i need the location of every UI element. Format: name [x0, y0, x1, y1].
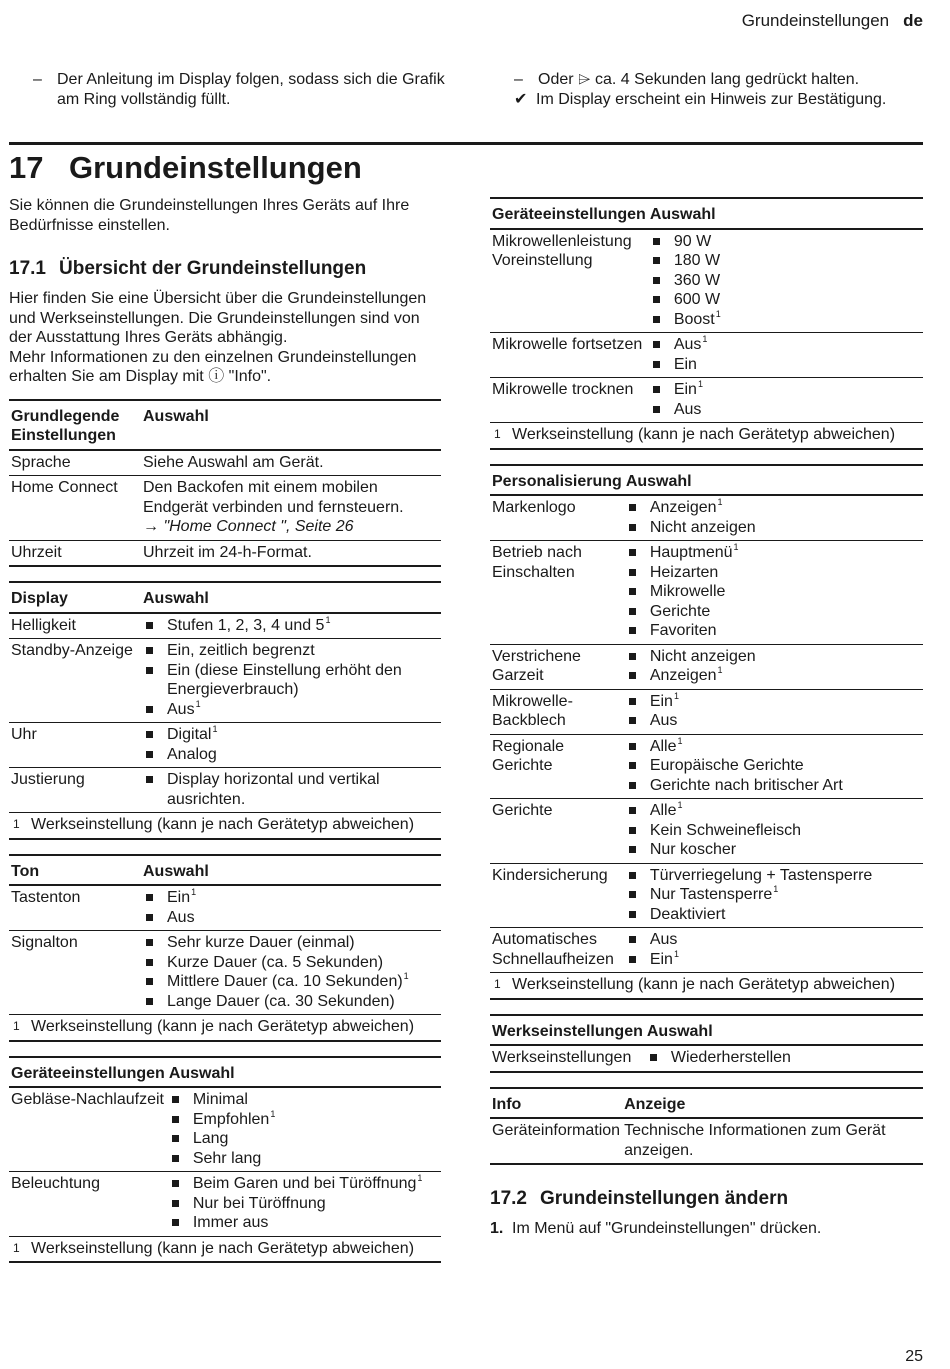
- table-geraeteeinstellungen-1: Geräteeinstellungen Auswahl Gebläse-Nachlaufzeit Minimal Empfohlen$^1$ Lang Sehr lang Beleuchtung Beim Garen und bei Türöffnung$^1$ Nur bei Türöffnung Immer aus 1 Werkseinstellung (kann je nach Gerätetyp abweichen): [9, 1056, 441, 1264]
- table-row: Tastenton Ein$^1$ Aus: [9, 885, 441, 931]
- chapter-intro: Sie können die Grundeinstellungen Ihres Geräts auf Ihre Bedürfnisse einstellen.: [9, 197, 410, 234]
- table-row: Werkseinstellungen Wiederherstellen: [490, 1045, 923, 1072]
- table-row: Mikrowelle-Backblech Ein$^1$ Aus: [490, 689, 923, 734]
- section-paragraph-info: Mehr Informationen zu den einzelnen Grundeinstellungen erhalten Sie am Display mit ⓘ "Info".: [9, 348, 417, 385]
- header-section: Grundeinstellungen: [741, 11, 890, 30]
- intro-left-text: Der Anleitung im Display folgen, sodass sich die Grafik am Ring vollständig füllt.: [57, 71, 445, 108]
- table-row: Gerichte Alle$^1$ Kein Schweinefleisch Nur koscher: [490, 799, 923, 864]
- footnote: 1 Werkseinstellung (kann je nach Gerätetyp abweichen): [13, 1018, 415, 1035]
- page-link[interactable]: → "Home Connect ", Seite 26: [143, 518, 354, 535]
- table-row: Uhr Digital$^1$ Analog: [9, 723, 441, 768]
- header-language: de: [903, 11, 923, 30]
- table-row: Helligkeit Stufen 1, 2, 3, 4 und $5^1$: [9, 613, 441, 639]
- table-row: Gebläse-Nachlaufzeit Minimal Empfohlen$^1$ Lang Sehr lang: [9, 1087, 441, 1172]
- table-info: Info Anzeige Geräteinformation Technische Informationen zum Gerät anzeigen.: [490, 1087, 923, 1166]
- table-row: Signalton Sehr kurze Dauer (einmal) Kurze Dauer (ca. 5 Sekunden) Mittlere Dauer (ca. 10 Sekunden)$^1$ Lange Dauer (ca. 30 Sekunden): [9, 931, 441, 1015]
- table-grundlegende-einstellungen: Grundlegende Einstellungen Auswahl Sprache Siehe Auswahl am Gerät. Home Connect Den Backofen mit einem mobilen Endgerät verbinden und fernsteuern. → "Home Connect ", Seite 26 Uhrzeit Uhrzeit im 24-h-Format.: [9, 399, 441, 568]
- table-row: Home Connect Den Backofen mit einem mobilen Endgerät verbinden und fernsteuern. → "Home Connect ", Seite 26: [9, 476, 441, 541]
- intro-right: [514, 70, 934, 109]
- section-paragraph: Hier finden Sie eine Übersicht über die Grundeinstellungen und Werkseinstellungen. Die Grundeinstellungen sind von der Ausstattung Ihres Geräts abhängig.: [9, 290, 427, 346]
- table-row: Beleuchtung Beim Garen und bei Türöffnung$^1$ Nur bei Türöffnung Immer aus: [9, 1172, 441, 1237]
- table-ton: Ton Auswahl Tastenton Ein$^1$ Aus Signalton Sehr kurze Dauer (einmal) Kurze Dauer (ca. 5 Sekunden) Mittlere Dauer (ca. 10 Sekunden)$^1$ Lange Dauer (ca. 30 Sekunden) 1 Werkseinstellung (kann je nach Gerätetyp abweichen): [9, 854, 441, 1042]
- dash-marker: –: [33, 71, 42, 88]
- section-heading-17-2: 17.2 Grundeinstellungen ändern: [490, 1188, 789, 1209]
- table-row: Markenlogo Anzeigen$^1$ Nicht anzeigen: [490, 495, 923, 541]
- table-row: Kindersicherung Türverriegelung + Tastensperre Nur Tastensperre$^1$ Deaktiviert: [490, 863, 923, 928]
- left-column: [9, 196, 441, 1263]
- intro-left: [33, 70, 453, 109]
- table-row: Standby-Anzeige Ein, zeitlich begrenzt Ein (diese Einstellung erhöht den Energieverbrauch) Aus$^1$: [9, 639, 441, 723]
- running-header: [742, 11, 923, 31]
- table-row: Justierung Display horizontal und vertikal ausrichten.: [9, 768, 441, 813]
- footnote: 1 Werkseinstellung (kann je nach Gerätetyp abweichen): [13, 816, 415, 833]
- footnote: 1 Werkseinstellung (kann je nach Gerätetyp abweichen): [13, 1239, 415, 1257]
- table-geraeteeinstellungen-2: Geräteeinstellungen Auswahl Mikrowellenleistung Voreinstellung 90 W 180 W 360 W 600 W Boost$^1$ Mikrowelle fortsetzen Aus$^1$ Ein Mikrowelle trocknen Ein$^1$ Aus 1 Werkseinstellung (kann je nach Gerätetyp abweichen): [490, 197, 923, 450]
- table-personalisierung: Personalisierung Auswahl Markenlogo Anzeigen$^1$ Nicht anzeigen Betrieb nach Einschalten Hauptmenü$^1$ Heizarten Mikrowelle Gerichte Favoriten Verstrichene Garzeit Nicht anzeigen Anzeigen$^1$ Mikrowelle-Backblech Ein$^1$ Aus Regionale Gerichte Alle$^1$ Europäische Gerichte Gerichte nach britischer Art Gerichte Alle$^1$ Kein Schweinefleisch Nur koscher Kindersicherung Türverriegelung + Tastensperre Nur Tastensperre$^1$ Deaktiviert Automatisches Schnellaufheizen Aus Ein$^1$ 1 Werkseinstellung (kann je nach Gerätetyp abweichen): [490, 464, 923, 1000]
- table-display: Display Auswahl Helligkeit Stufen 1, 2, 3, 4 und $5^1$ Standby-Anzeige Ein, zeitlich begrenzt Ein (diese Einstellung erhöht den Energieverbrauch) Aus$^1$ Uhr Digital$^1$ Analog Justierung Display horizontal und vertikal ausrichten. 1 Werkseinstellung (kann je nach Gerätetyp abweichen): [9, 581, 441, 840]
- dash-marker: –: [514, 71, 523, 88]
- table-werkseinstellungen: Werkseinstellungen Auswahl Werkseinstellungen Wiederherstellen: [490, 1014, 923, 1073]
- chapter-number: 17: [9, 150, 44, 185]
- page-number: 25: [905, 1347, 923, 1365]
- table-row: Mikrowelle fortsetzen Aus$^1$ Ein: [490, 333, 923, 378]
- table-row: Sprache Siehe Auswahl am Gerät.: [9, 450, 441, 476]
- table-row: Regionale Gerichte Alle$^1$ Europäische Gerichte Gerichte nach britischer Art: [490, 734, 923, 799]
- chapter-title: Grundeinstellungen: [69, 150, 362, 185]
- intro-right-result: Im Display erscheint ein Hinweis zur Bestätigung.: [536, 90, 887, 108]
- table-row: Mikrowellenleistung Voreinstellung 90 W 180 W 360 W 600 W Boost$^1$: [490, 229, 923, 333]
- table-row: Automatisches Schnellaufheizen Aus Ein$^1$: [490, 928, 923, 973]
- section-heading-17-1: 17.1 Übersicht der Grundeinstellungen: [9, 258, 367, 279]
- footnote: 1 Werkseinstellung (kann je nach Gerätetyp abweichen): [494, 976, 896, 993]
- table-row: Betrieb nach Einschalten Hauptmenü$^1$ Heizarten Mikrowelle Gerichte Favoriten: [490, 541, 923, 645]
- footnote: 1 Werkseinstellung (kann je nach Gerätetyp abweichen): [494, 426, 896, 443]
- step-1: 1. Im Menü auf "Grundeinstellungen" drücken.: [490, 1220, 822, 1237]
- right-column: [490, 197, 923, 1239]
- table-row: Verstrichene Garzeit Nicht anzeigen Anzeigen$^1$: [490, 644, 923, 689]
- table-row: Uhrzeit Uhrzeit im 24-h-Format.: [9, 540, 441, 566]
- chapter-heading: [9, 149, 362, 187]
- table-row: Mikrowelle trocknen Ein$^1$ Aus: [490, 378, 923, 423]
- check-icon: ✔: [514, 90, 528, 108]
- table-row: Geräteinformation Technische Informationen zum Gerät anzeigen.: [490, 1118, 923, 1164]
- intro-right-text: Oder ⌲ ca. 4 Sekunden lang gedrückt halten.: [538, 71, 860, 88]
- chapter-rule: [9, 142, 923, 145]
